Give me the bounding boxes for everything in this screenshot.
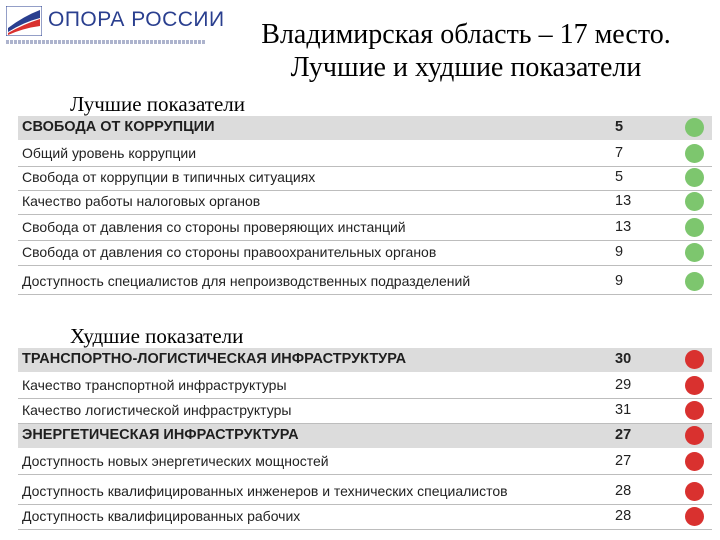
best-indicator-row: [18, 190, 712, 214]
best-indicator-row: [18, 216, 712, 240]
worst-indicator-row: [18, 505, 712, 529]
indicator-name: Свобода от давления со стороны проверяющих инстанций: [22, 219, 406, 235]
green-status-dot-icon: [685, 144, 704, 163]
row-divider: [18, 294, 712, 295]
worst-indicator-row: [18, 399, 712, 423]
worst-category-row: [18, 424, 712, 448]
indicator-rank: 7: [615, 145, 624, 161]
indicator-name: ТРАНСПОРТНО-ЛОГИСТИЧЕСКАЯ ИНФРАСТРУКТУРА: [22, 351, 407, 367]
indicator-name: Качество работы налоговых органов: [22, 193, 261, 209]
title-line-2: Лучшие и худшие показатели: [290, 52, 642, 83]
indicator-name: Доступность специалистов для непроизводственных подразделений: [22, 273, 471, 289]
indicator-name: Доступность новых энергетических мощностей: [22, 453, 329, 469]
indicator-rank: 31: [615, 402, 632, 418]
red-status-dot-icon: [685, 426, 704, 445]
red-status-dot-icon: [685, 350, 704, 369]
worst-section-label: Худшие показатели: [70, 324, 244, 348]
indicator-rank: 27: [615, 427, 632, 443]
indicator-name: Качество логистической инфраструктуры: [22, 402, 292, 418]
red-status-dot-icon: [685, 482, 704, 501]
indicator-rank: 13: [615, 193, 632, 209]
indicator-name: Свобода от давления со стороны правоохранительных органов: [22, 244, 437, 260]
red-status-dot-icon: [685, 452, 704, 471]
green-status-dot-icon: [685, 272, 704, 291]
indicator-name: Доступность квалифицированных рабочих: [22, 508, 301, 524]
logo-subtitle-strip: [6, 40, 206, 44]
opora-logo: [6, 6, 225, 50]
red-status-dot-icon: [685, 507, 704, 526]
red-status-dot-icon: [685, 401, 704, 420]
indicator-name: СВОБОДА ОТ КОРРУПЦИИ: [22, 119, 215, 135]
best-section-label: Лучшие показатели: [70, 92, 245, 116]
green-status-dot-icon: [685, 243, 704, 262]
worst-indicator-row: [18, 480, 712, 504]
worst-indicator-row: [18, 374, 712, 398]
page-title: [212, 18, 720, 84]
indicator-rank: 5: [615, 169, 624, 185]
green-status-dot-icon: [685, 118, 704, 137]
row-divider: [18, 529, 712, 530]
red-status-dot-icon: [685, 376, 704, 395]
indicator-name: Свобода от коррупции в типичных ситуациях: [22, 169, 316, 185]
logo-text: ОПОРА РОССИИ: [48, 8, 225, 31]
indicator-rank: 5: [615, 119, 624, 135]
row-divider: [18, 474, 712, 475]
indicator-rank: 13: [615, 219, 632, 235]
best-indicator-row: [18, 166, 712, 190]
indicator-name: Общий уровень коррупции: [22, 145, 197, 161]
title-line-1: Владимирская область – 17 место.: [261, 19, 671, 50]
best-indicator-row: [18, 241, 712, 265]
green-status-dot-icon: [685, 168, 704, 187]
indicator-name: ЭНЕРГЕТИЧЕСКАЯ ИНФРАСТРУКТУРА: [22, 427, 299, 443]
indicator-rank: 27: [615, 453, 632, 469]
green-status-dot-icon: [685, 192, 704, 211]
best-indicator-row: [18, 142, 712, 166]
indicator-rank: 28: [615, 483, 632, 499]
worst-indicator-row: [18, 450, 712, 474]
indicator-rank: 29: [615, 377, 632, 393]
worst-category-row: [18, 348, 712, 372]
indicator-rank: 30: [615, 351, 632, 367]
indicator-rank: 28: [615, 508, 632, 524]
flag-logo-icon: [6, 6, 42, 36]
row-divider: [18, 265, 712, 266]
indicator-rank: 9: [615, 244, 624, 260]
row-divider: [18, 214, 712, 215]
best-category-row: [18, 116, 712, 140]
indicator-rank: 9: [615, 273, 624, 289]
indicator-name: Доступность квалифицированных инженеров и технических специалистов: [22, 483, 508, 499]
green-status-dot-icon: [685, 218, 704, 237]
best-indicator-row: [18, 270, 712, 294]
indicator-name: Качество транспортной инфраструктуры: [22, 377, 287, 393]
